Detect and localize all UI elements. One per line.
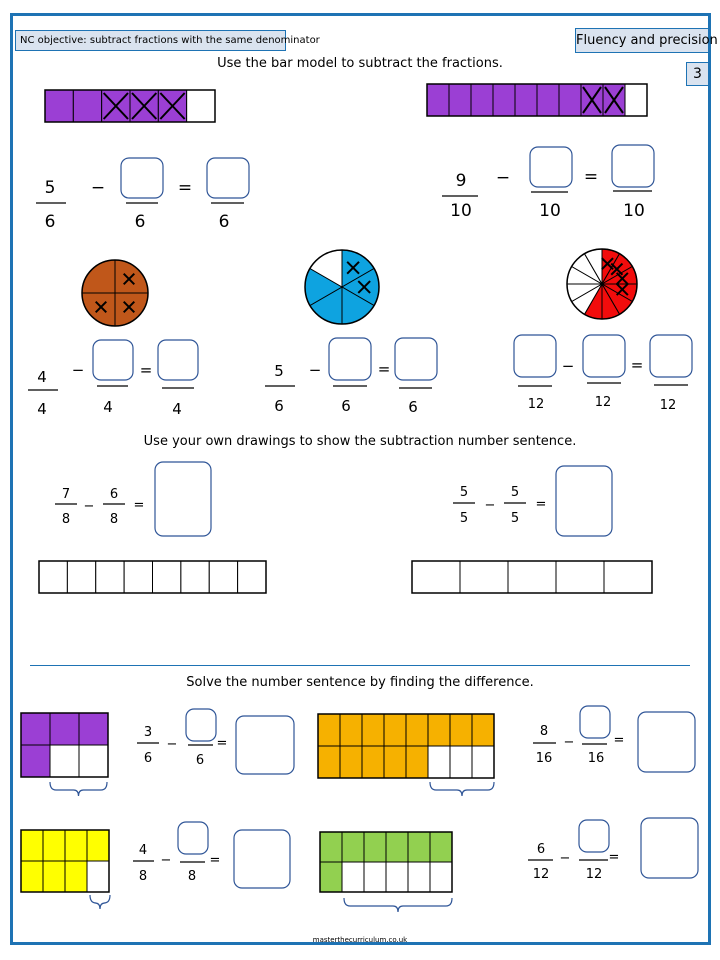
fraction-numerator: 5: [459, 485, 469, 500]
fraction-numerator: 5: [510, 485, 520, 500]
grid-cell: [79, 713, 108, 745]
fraction-denominator: 16: [535, 751, 553, 766]
grid-cell: [384, 714, 406, 746]
bar-segment: [96, 561, 124, 593]
bar-segment: [449, 84, 471, 116]
fraction-denominator: 8: [187, 869, 197, 884]
answer-box[interactable]: [236, 716, 294, 774]
equals-sign: =: [177, 178, 193, 198]
fraction-denominator: 12: [585, 867, 603, 882]
fraction-denominator: 6: [44, 212, 56, 232]
bar-segment: [460, 561, 508, 593]
bar-segment: [73, 90, 101, 122]
answer-box-numerator[interactable]: [178, 822, 208, 854]
fraction-denominator: 16: [587, 751, 605, 766]
bar-segment: [625, 84, 647, 116]
objective-label: NC objective: subtract fractions with the same denominator: [15, 30, 286, 51]
grid-cell: [430, 832, 452, 862]
answer-box-numerator[interactable]: [579, 820, 609, 852]
equals-sign: =: [630, 356, 644, 374]
answer-box-numerator[interactable]: [207, 158, 249, 198]
grid-cell: [428, 714, 450, 746]
grid-cell: [406, 746, 428, 778]
minus-sign: −: [71, 361, 85, 379]
minus-sign: −: [160, 853, 172, 868]
grid-cell: [408, 832, 430, 862]
grid-cell: [430, 862, 452, 892]
answer-box-numerator[interactable]: [650, 335, 692, 377]
answer-box-numerator[interactable]: [329, 338, 371, 380]
bar-segment: [39, 561, 67, 593]
grid-cell: [21, 861, 43, 892]
answer-box[interactable]: [556, 466, 612, 536]
fraction-denominator: 4: [172, 400, 182, 418]
grid-cell: [320, 832, 342, 862]
fraction-denominator: 6: [341, 397, 351, 415]
grid-cell: [21, 713, 50, 745]
grid-cell: [408, 862, 430, 892]
fraction-numerator: 4: [138, 843, 148, 858]
equals-sign: =: [613, 733, 625, 748]
fraction-numerator: 5: [44, 178, 56, 198]
grid-cell: [318, 714, 340, 746]
fraction-numerator: 4: [37, 368, 47, 386]
bar-segment: [515, 84, 537, 116]
grid-cell: [21, 830, 43, 861]
fraction-denominator: 8: [138, 869, 148, 884]
grid-cell: [364, 862, 386, 892]
answer-box-numerator[interactable]: [530, 147, 572, 187]
minus-sign: −: [308, 361, 322, 379]
answer-box[interactable]: [234, 830, 290, 888]
answer-box-numerator[interactable]: [158, 340, 198, 380]
answer-box-numerator[interactable]: [580, 706, 610, 738]
grid-cell: [384, 746, 406, 778]
strand-label: Fluency and precision: [575, 28, 709, 53]
brace: [90, 895, 110, 909]
grid-cell: [50, 745, 79, 777]
fraction-denominator: 12: [659, 398, 677, 413]
fraction-denominator: 5: [510, 511, 520, 526]
fraction-denominator: 5: [459, 511, 469, 526]
minus-sign: −: [561, 357, 575, 375]
fraction-numerator: 6: [109, 487, 119, 502]
bar-segment: [537, 84, 559, 116]
fraction-denominator: 12: [594, 395, 612, 410]
bar-segment: [412, 561, 460, 593]
brace: [430, 782, 494, 796]
grid-cell: [362, 746, 384, 778]
bar-segment: [209, 561, 237, 593]
answer-box-numerator[interactable]: [514, 335, 556, 377]
fraction-denominator: 6: [408, 398, 418, 416]
grid-cell: [364, 832, 386, 862]
bar-segment: [556, 561, 604, 593]
bar-segment: [181, 561, 209, 593]
bar-segment: [45, 90, 73, 122]
minus-sign: −: [166, 737, 178, 752]
equals-sign: =: [209, 853, 221, 868]
grid-cell: [79, 745, 108, 777]
answer-box[interactable]: [638, 712, 695, 772]
minus-sign: −: [83, 499, 95, 514]
minus-sign: −: [90, 178, 106, 198]
fraction-denominator: 6: [143, 751, 153, 766]
fraction-numerator: 9: [455, 171, 467, 191]
answer-box-numerator[interactable]: [93, 340, 133, 380]
fraction-denominator: 12: [527, 397, 545, 412]
instruction-bar-model: Use the bar model to subtract the fractions.: [217, 56, 503, 71]
fraction-numerator: 5: [274, 362, 284, 380]
bar-segment: [493, 84, 515, 116]
grid-cell: [87, 830, 109, 861]
grid-cell: [472, 714, 494, 746]
footer-site: masterthecurriculum.co.uk: [312, 936, 408, 944]
bar-segment: [67, 561, 95, 593]
grid-cell: [87, 861, 109, 892]
fraction-denominator: 4: [37, 400, 47, 418]
bar-segment: [471, 84, 493, 116]
brace: [50, 782, 107, 796]
answer-box-numerator[interactable]: [612, 145, 654, 187]
brace: [344, 898, 452, 912]
equals-sign: =: [535, 497, 547, 512]
grid-cell: [362, 714, 384, 746]
grid-cell: [406, 714, 428, 746]
instruction-difference: Solve the number sentence by finding the difference.: [186, 675, 534, 690]
grid-cell: [428, 746, 450, 778]
bar-segment: [604, 561, 652, 593]
grid-cell: [21, 745, 50, 777]
bar-segment: [124, 561, 152, 593]
answer-box[interactable]: [641, 818, 698, 878]
grid-cell: [340, 714, 362, 746]
answer-box-numerator[interactable]: [186, 709, 216, 741]
fraction-denominator: 8: [109, 512, 119, 527]
equals-sign: =: [133, 498, 145, 513]
fraction-denominator: 4: [103, 398, 113, 416]
grid-cell: [318, 746, 340, 778]
fraction-numerator: 7: [61, 487, 71, 502]
fraction-denominator: 6: [134, 212, 146, 232]
minus-sign: −: [559, 851, 571, 866]
grid-cell: [340, 746, 362, 778]
fraction-denominator: 10: [539, 201, 561, 221]
grid-cell: [320, 862, 342, 892]
grid-cell: [342, 832, 364, 862]
grid-cell: [386, 862, 408, 892]
equals-sign: =: [139, 361, 153, 379]
grid-cell: [65, 861, 87, 892]
fraction-denominator: 12: [532, 867, 550, 882]
minus-sign: −: [495, 168, 511, 188]
fraction-denominator: 10: [623, 201, 645, 221]
bar-segment: [559, 84, 581, 116]
grid-cell: [450, 714, 472, 746]
grid-cell: [472, 746, 494, 778]
equals-sign: =: [583, 167, 599, 187]
bar-segment: [153, 561, 181, 593]
grid-cell: [450, 746, 472, 778]
fraction-numerator: 3: [143, 725, 153, 740]
answer-box-numerator[interactable]: [121, 158, 163, 198]
fraction-denominator: 6: [274, 397, 284, 415]
answer-box[interactable]: [155, 462, 211, 536]
bar-segment: [187, 90, 215, 122]
equals-sign: =: [608, 850, 620, 865]
answer-box-numerator[interactable]: [583, 335, 625, 377]
grid-cell: [342, 862, 364, 892]
fraction-denominator: 8: [61, 512, 71, 527]
fraction-numerator: 8: [539, 724, 549, 739]
minus-sign: −: [484, 498, 496, 513]
bar-segment: [508, 561, 556, 593]
fraction-denominator: 10: [450, 201, 472, 221]
fraction-denominator: 6: [218, 212, 230, 232]
fraction-numerator: 6: [536, 842, 546, 857]
grid-cell: [50, 713, 79, 745]
page-number: 3: [686, 62, 709, 86]
minus-sign: −: [563, 735, 575, 750]
equals-sign: =: [377, 360, 391, 378]
grid-cell: [65, 830, 87, 861]
bar-segment: [427, 84, 449, 116]
grid-cell: [43, 830, 65, 861]
grid-cell: [386, 832, 408, 862]
equals-sign: =: [216, 736, 228, 751]
grid-cell: [43, 861, 65, 892]
bar-segment: [238, 561, 266, 593]
instruction-own-drawings: Use your own drawings to show the subtraction number sentence.: [143, 434, 577, 449]
fraction-denominator: 6: [195, 753, 205, 768]
answer-box-numerator[interactable]: [395, 338, 437, 380]
